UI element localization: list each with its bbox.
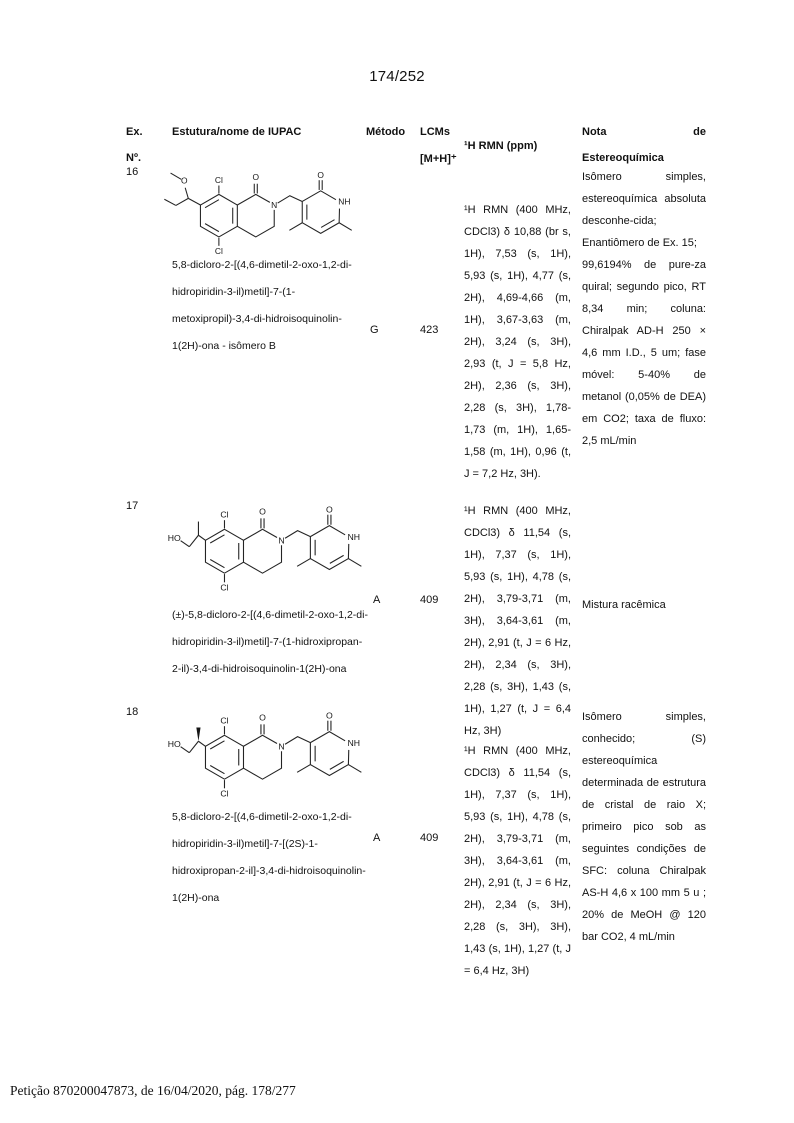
header-method: Método: [366, 126, 406, 138]
header-nmr: ¹H RMN (ppm): [464, 140, 538, 152]
nmr-text: ¹H RMN (400 MHz, CDCl3) δ 11,54 (s, 1H), 7,37 (s, 1H), 5,93 (s, 1H), 4,78 (s, 2H), 3,79-3,71 (m, 3H), 3,64-3,61 (m, 2H), 2,91 (t, J = 6 Hz, 2H), 2,34 (s, 3H), 2,28 (s, 3H), 1,43 (s, 1H), 1,27 (t, J = 6,4 Hz, 3H): [464, 505, 571, 737]
method-value: A: [373, 832, 381, 844]
header-note-line1: [582, 126, 706, 138]
header-note-word1: Nota: [582, 126, 607, 138]
atom-label-cl-bottom: Cl: [214, 245, 223, 256]
compound-name: (±)-5,8-dicloro-2-[(4,6-dimetil-2-oxo-1,2-di-hidropiridin-3-il)metil]-7-(1-hidroxipropan-2-il)-3,4-di-hidroisoquinolin-1(2H)-ona: [172, 609, 368, 675]
compound-structure-18: [166, 706, 378, 803]
atom-label-cl-top: Cl: [220, 509, 229, 520]
atom-label-ho: HO: [167, 739, 181, 750]
atom-label-cl-bottom: Cl: [220, 788, 229, 799]
header-ex-line1: Ex.: [126, 126, 143, 138]
stereo-note: Isômero simples, estereoquímica absoluta desconhe-cida; Enantiômero de Ex. 15; 99,6194% de pure-za quiral; segundo pico, RT 8,34 min; coluna: Chiralpak AD-H 250 × 4,6 mm I.D., 5 um; fase móvel: 5-40% de metanol (0,05% de DEA) em CO2; taxa de fluxo: 2,5 mL/min: [582, 171, 706, 447]
example-number: 16: [126, 166, 139, 178]
page-number: 174/252: [369, 68, 425, 85]
stereo-note: Isômero simples, conhecido; (S) estereoquímica determinada de estrutura de cristal de raio X; primeiro pico sob as seguintes condições de SFC: coluna Chiralpak AS-H 4,6 x 100 mm 5 u ; 20% de MeOH @ 120 bar CO2, 4 mL/min: [582, 711, 706, 943]
header-lcms-line2: [M+H]⁺: [420, 153, 457, 165]
header-ex-line2: Nº.: [126, 152, 142, 164]
atom-label-pyridinone-o: O: [326, 504, 333, 515]
example-number: 18: [126, 706, 139, 718]
atom-label-ho: HO: [167, 533, 181, 544]
stereo-note: Mistura racêmica: [582, 599, 666, 611]
compound-structure-16: [162, 166, 368, 260]
stereo-wedge-bond: [196, 728, 200, 742]
atom-label-n: N: [278, 535, 285, 546]
atom-label-n: N: [271, 200, 278, 211]
header-lcms-line1: LCMs: [420, 126, 450, 138]
petition-footer: Petição 870200047873, de 16/04/2020, pág. 178/277: [10, 1083, 296, 1098]
atom-label-n: N: [278, 741, 285, 752]
atom-label-nh: NH: [338, 196, 351, 207]
atom-label-nh: NH: [347, 531, 361, 542]
lcms-value: 423: [420, 324, 439, 336]
atom-label-carbonyl-o: O: [259, 712, 266, 723]
header-structure: Estutura/nome de IUPAC: [172, 126, 302, 138]
atom-label-carbonyl-o: O: [252, 172, 260, 183]
compound-structure-17: [166, 500, 378, 597]
atom-label-cl-top: Cl: [220, 715, 229, 726]
lcms-value: 409: [420, 832, 439, 844]
example-number: 17: [126, 500, 139, 512]
method-value: A: [373, 594, 381, 606]
atom-label-cl-bottom: Cl: [220, 582, 229, 593]
atom-label-methoxy-o: O: [181, 175, 188, 186]
atom-label-carbonyl-o: O: [259, 506, 266, 517]
atom-label-pyridinone-o: O: [326, 710, 333, 721]
header-note-word2: de: [693, 126, 706, 138]
atom-label-nh: NH: [347, 737, 361, 748]
nmr-text: ¹H RMN (400 MHz, CDCl3) δ 11,54 (s, 1H), 7,37 (s, 1H), 5,93 (s, 1H), 4,78 (s, 2H), 3,79-3,71 (m, 3H), 3,64-3,61 (m, 2H), 2,91 (t, J = 6 Hz, 2H), 2,34 (s, 3H), 2,28 (s, 3H), 3H), 1,43 (s, 1H), 1,27 (t, J = 6,4 Hz, 3H): [464, 745, 571, 977]
method-value: G: [370, 324, 379, 336]
atom-label-cl-top: Cl: [214, 174, 223, 185]
compound-name: 5,8-dicloro-2-[(4,6-dimetil-2-oxo-1,2-di-hidropiridin-3-il)metil]-7-(1-metoxipropil)-3,4-di-hidroisoquinolin-1(2H)-ona - isômero B: [172, 259, 352, 352]
header-note-line2: Estereoquímica: [582, 152, 664, 164]
nmr-text: ¹H RMN (400 MHz, CDCl3) δ 10,88 (br s, 1H), 7,53 (s, 1H), 5,93 (s, 1H), 4,77 (s, 2H), 4,69-4,66 (m, 1H), 3,67-3,63 (m, 2H), 3,24 (s, 3H), 2,93 (t, J = 5,8 Hz, 2H), 2,36 (s, 3H), 2,28 (s, 3H), 1,78-1,73 (m, 1H), 1,65-1,58 (m, 1H), 0,96 (t, J = 7,2 Hz, 3H).: [464, 204, 571, 480]
atom-label-pyridinone-o: O: [317, 169, 324, 180]
lcms-value: 409: [420, 594, 439, 606]
compound-name: 5,8-dicloro-2-[(4,6-dimetil-2-oxo-1,2-di-hidropiridin-3-il)metil]-7-[(2S)-1-hidroxipropan-2-il]-3,4-di-hidroisoquinolin-1(2H)-ona: [172, 811, 366, 904]
